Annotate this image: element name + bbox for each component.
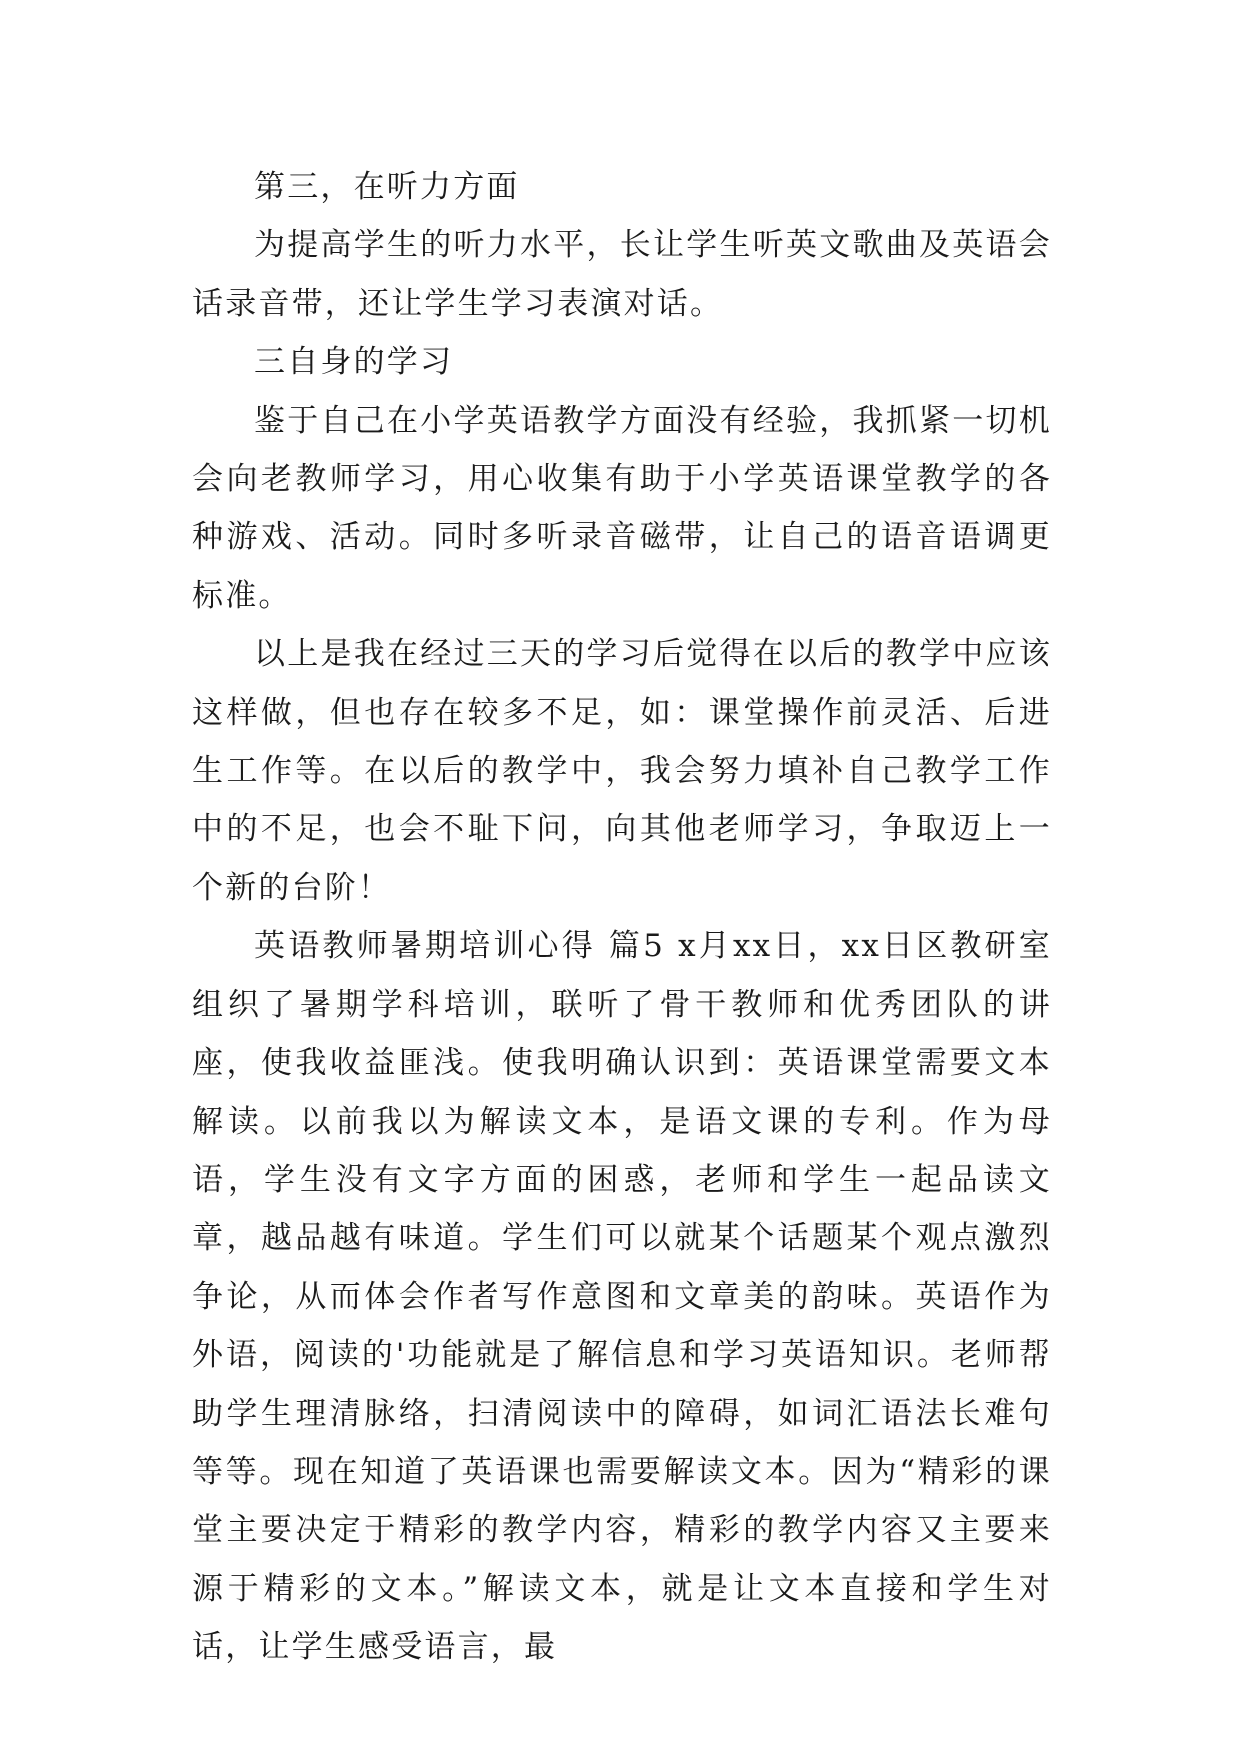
document-body — [192, 158, 1052, 1677]
section-heading-self-study: 三自身的学习 — [254, 344, 454, 381]
section-heading-listening: 第三，在听力方面 — [254, 169, 520, 205]
paragraph-summary: 以上是我在经过三天的学习后觉得在以后的教学中应该这样做，但也存在较多不足，如：课堂操作前灵活、后进生工作等。在以后的教学中，我会努力填补自己教学工作中的不足，也会不耻下问，向其他老师学习，争取迈上一个新的台阶！ — [192, 636, 1052, 906]
paragraph-self-study: 鉴于自己在小学英语教学方面没有经验，我抓紧一切机会向老教师学习，用心收集有助于小学英语课堂教学的各种游戏、活动。同时多听录音磁带，让自己的语音语调更标准。 — [192, 402, 1052, 614]
paragraph-article-5: 英语教师暑期培训心得 篇5 x月xx日，xx日区教研室组织了暑期学科培训，联听了骨干教师和优秀团队的讲座，使我收益匪浅。使我明确认识到：英语课堂需要文本解读。以前我以为解读文本，是语文课的专利。作为母语，学生没有文字方面的困惑，老师和学生一起品读文章，越品越有味道。学生们可以就某个话题某个观点激烈争论，从而体会作者写作意图和文章美的韵味。英语作为外语，阅读的'功能就是了解信息和学习英语知识。老师帮助学生理清脉络，扫清阅读中的障碍，如词汇语法长难句等等。现在知道了英语课也需要解读文本。因为“精彩的课堂主要决定于精彩的教学内容，精彩的教学内容又主要来源于精彩的文本。”解读文本，就是让文本直接和学生对话，让学生感受语言，最 — [192, 928, 1052, 1666]
paragraph-listening: 为提高学生的听力水平，长让学生听英文歌曲及英语会话录音带，还让学生学习表演对话。 — [192, 227, 1052, 322]
